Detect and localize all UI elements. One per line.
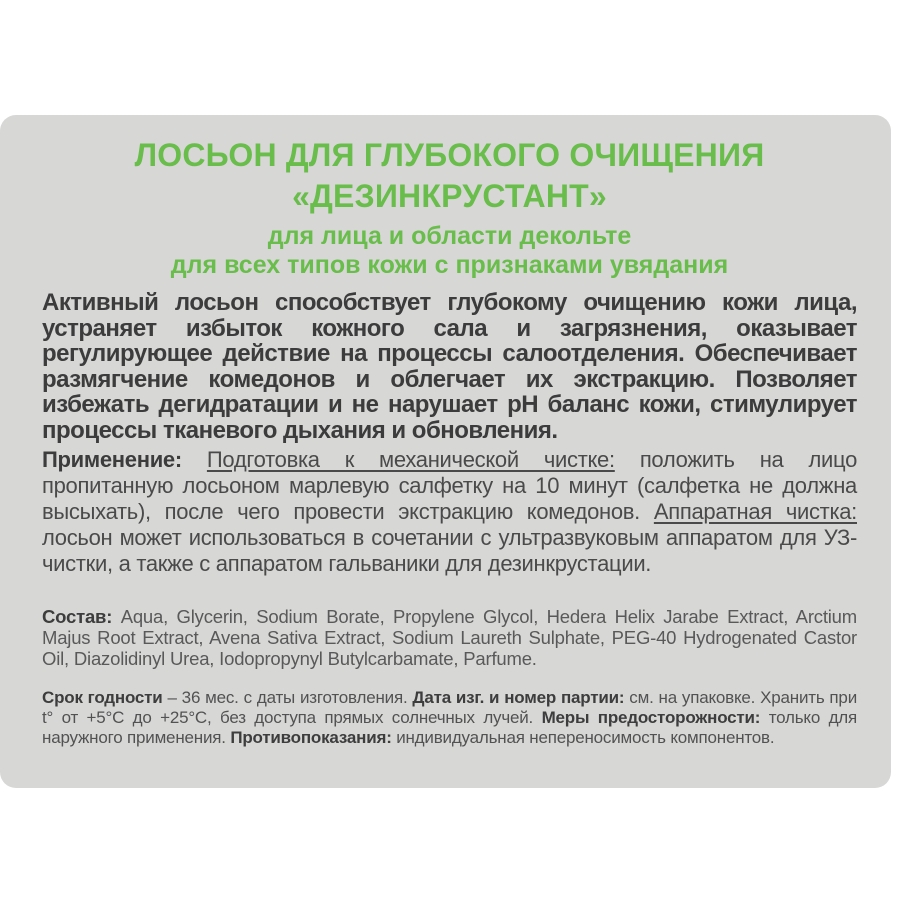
usage-method2-title: Аппаратная чистка: [653, 499, 857, 524]
usage-method2-text: лосьон может использоваться в сочетании с ультразвуковым аппаратом для УЗ-чистки, а также с аппаратом гальваники для дезинкрустации. [42, 525, 857, 576]
shelf-life-label: Срок годности [42, 688, 163, 707]
contraindications-label: Противопоказания: [230, 728, 392, 747]
subtitle-line1: для лица и области декольте [267, 222, 632, 250]
usage-label: Применение: [42, 447, 182, 472]
storage-paragraph [42, 688, 857, 748]
shelf-life-text: – 36 мес. с даты изготовления. [167, 688, 408, 707]
precautions-label: Меры предосторожности: [541, 708, 761, 727]
batch-text: см. на упаковке. Хранить при t° от +5°С до +25°С, без доступа прямых солнечных лучей. [42, 688, 857, 727]
product-title [42, 135, 857, 217]
usage-paragraph [42, 447, 857, 577]
contraindications-text: индивидуальная непереносимость компонентов. [396, 728, 775, 747]
product-title-line2: «ДЕЗИНКРУСТАНТ» [292, 178, 607, 214]
ingredients-paragraph [42, 606, 857, 669]
ingredients-text: Aqua, Glycerin, Sodium Borate, Propylene Glycol, Hedera Helix Jarabe Extract, Arctium Majus Root Extract, Avena Sativa Extract, Sodium Laureth Sulphate, PEG-40 Hydrogenated Castor Oil, Diazolidinyl Urea, Iodopropynyl Butylcarbamate, Parfume. [42, 606, 857, 669]
subtitle-line2: для всех типов кожи с признаками увядания [170, 251, 729, 279]
product-subtitle [42, 222, 857, 280]
product-label-card [0, 115, 891, 788]
ingredients-label: Состав: [42, 606, 113, 627]
batch-label: Дата изг. и номер партии: [412, 688, 625, 707]
usage-method1-text: положить на лицо пропитанную лосьоном марлевую салфетку на 10 минут (салфетка не должна высыхать), после чего провести экстракцию комедонов. [42, 447, 858, 524]
product-title-line1: ЛОСЬОН ДЛЯ ГЛУБОКОГО ОЧИЩЕНИЯ [134, 137, 765, 173]
precautions-text: только для наружного применения. [42, 708, 858, 747]
description-paragraph: Активный лосьон способствует глубокому очищению кожи лица, устраняет избыток кожного сала и загрязнения, оказывает регулирующее действие на процессы салоотделения. Обеспечивает размягчение комедонов и облегчает их экстракцию. Позволяет избежать дегидратации и не нарушает pH баланс кожи, стимулирует процессы тканевого дыхания и обновления. [42, 289, 857, 444]
usage-method1-title: Подготовка к механической чистке: [206, 447, 615, 472]
